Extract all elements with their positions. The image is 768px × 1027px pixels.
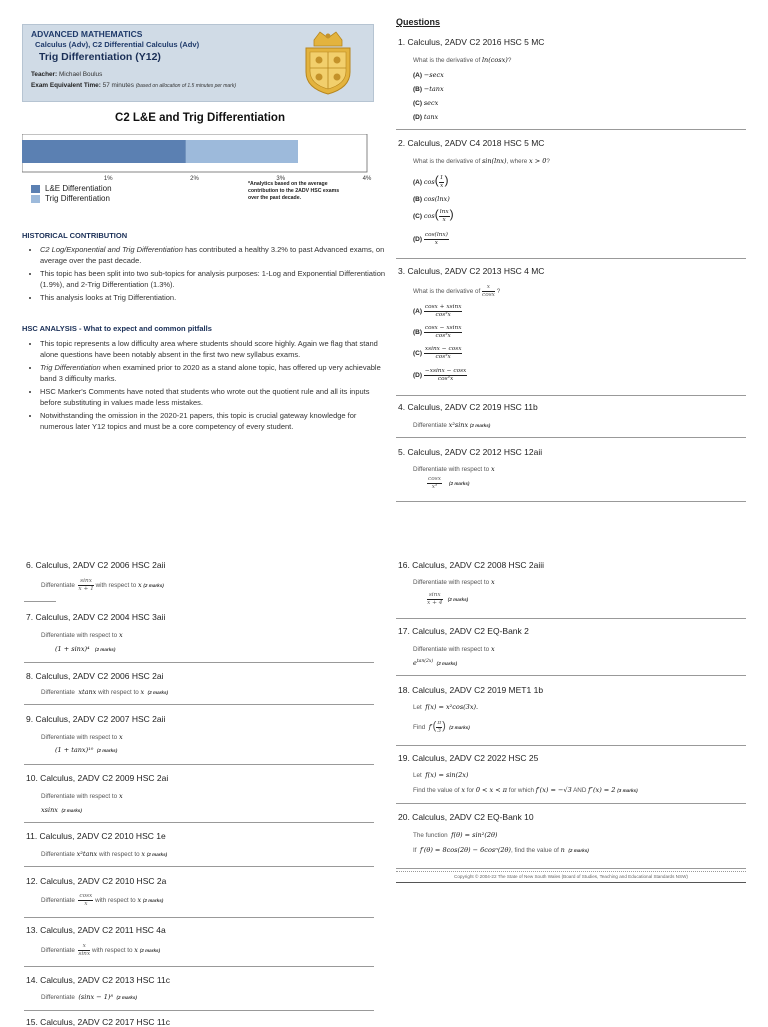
question-10-prompt: Differentiate with respect to x xyxy=(41,792,123,800)
question-9-prompt: Differentiate with respect to x xyxy=(41,733,123,741)
question-2-option-b: (B) cos(lnx) xyxy=(413,195,450,203)
question-17-prompt: Differentiate with respect to x xyxy=(413,645,495,653)
bar-le-differentiation xyxy=(22,140,186,163)
question-5-expression: $\frac{\cos x}{\text{x²}}$ (2 marks) xyxy=(428,476,470,490)
subject-title: ADVANCED MATHEMATICS xyxy=(31,29,143,39)
question-3-option-a: (A) $\frac{\cos x + xsinx}{\text{cos²x}}$ xyxy=(413,304,462,318)
divider xyxy=(396,675,746,676)
divider xyxy=(396,501,746,502)
divider xyxy=(24,822,374,823)
question-6-prompt: Differentiate $\frac{\sin x}{x + 1}$ with respect to x (2 marks) xyxy=(41,578,164,592)
question-19-let: Let f(x) = sin(2x) xyxy=(413,771,469,779)
question-10-heading: 10. Calculus, 2ADV C2 2009 HSC 2ai xyxy=(26,773,169,783)
question-3-heading: 3. Calculus, 2ADV C2 2013 HSC 4 MC xyxy=(398,266,545,276)
teacher-line: Teacher: Michael Boulus xyxy=(31,71,103,78)
question-10-expression: xsinx (2 marks) xyxy=(41,806,82,814)
divider xyxy=(24,1010,374,1011)
list-item: • HSC Marker's Comments have noted that students who wrote out the quotient rule and all its inputs before substituting in values made less mistakes. xyxy=(40,387,390,408)
divider xyxy=(24,764,374,765)
list-item: • This topic has been split into two sub-topics for analysis purposes: 1-Log and Exponential Differentiation (1.9%), and 2-Trig Differentiation (1.3%). xyxy=(40,269,390,290)
question-19-heading: 19. Calculus, 2ADV C2 2022 HSC 25 xyxy=(398,753,539,763)
question-12-heading: 12. Calculus, 2ADV C2 2010 HSC 2a xyxy=(26,876,167,886)
divider xyxy=(24,601,56,602)
question-3-option-c: (C) $\frac{xsinx - \cos x}{\text{cos²x}}$ xyxy=(413,346,462,360)
historical-list xyxy=(22,245,390,307)
course-title: Calculus (Adv), C2 Differential Calculus (Adv) xyxy=(35,40,200,49)
list-item: • This topic represents a low difficulty area where students should score highly. Again we flag that stand alone questions have been notably absent in the first two new syllabus exams. xyxy=(40,339,390,360)
divider xyxy=(396,618,746,619)
divider xyxy=(396,258,746,259)
question-18-find: Find f′( $\frac{\pi}{3}$ ) (2 marks) xyxy=(413,720,470,734)
question-18-heading: 18. Calculus, 2ADV C2 2019 MET1 1b xyxy=(398,685,544,695)
question-14-heading: 14. Calculus, 2ADV C2 2013 HSC 11c xyxy=(26,975,170,985)
question-4-heading: 4. Calculus, 2ADV C2 2019 HSC 11b xyxy=(398,402,538,412)
divider xyxy=(396,437,746,438)
question-17-heading: 17. Calculus, 2ADV C2 EQ-Bank 2 xyxy=(398,626,529,636)
question-17-expression: $e^{tan(2x)}$ (2 marks) xyxy=(413,659,458,668)
question-20-condition: If f′(θ) = 8cos(2θ) − 6cosⁿ(2θ), find the value of n (2 marks) xyxy=(413,846,589,854)
question-9-heading: 9. Calculus, 2ADV C2 2007 HSC 2aii xyxy=(26,714,166,724)
list-item: • C2 Log/Exponential and Trig Differentiation has contributed a healthy 3.2% to past Advanced exams, on average over the past decade. xyxy=(40,245,390,266)
question-3-prompt: What is the derivative of $\frac{x}{\cos x}$ ? xyxy=(413,284,501,298)
question-3-option-b: (B) $\frac{\cos x - xsinx}{\text{cos²x}}$ xyxy=(413,325,462,339)
divider xyxy=(396,129,746,130)
questions-heading: Questions xyxy=(396,17,441,27)
question-2-prompt: What is the derivative of sin(lnx), where x > 0? xyxy=(413,157,550,165)
tick-label: 1% xyxy=(103,176,113,182)
question-7-prompt: Differentiate with respect to x xyxy=(41,631,123,639)
legend-swatch-le xyxy=(31,185,40,193)
question-1-option-c: (C) secx xyxy=(413,99,439,107)
question-12-prompt: Differentiate $\frac{\cos x}{x}$ with respect to x (2 marks) xyxy=(41,893,164,907)
list-item: • This analysis looks at Trig Differentiation. xyxy=(40,293,390,304)
question-3-option-d: (D) $\frac{-xsinx - \cos x}{\text{cos²x}}$ xyxy=(413,368,467,382)
legend-item-le: L&E Differentiation xyxy=(31,184,112,193)
question-8-heading: 8. Calculus, 2ADV C2 2006 HSC 2ai xyxy=(26,671,164,681)
question-1-option-b: (B) −tanx xyxy=(413,85,444,93)
chart-legend xyxy=(31,184,112,203)
question-7-expression: (1 + sinx)⁴ (2 marks) xyxy=(55,645,116,653)
question-7-heading: 7. Calculus, 2ADV C2 2004 HSC 3aii xyxy=(26,612,166,622)
divider xyxy=(24,917,374,918)
divider xyxy=(396,868,746,869)
analysis-heading: HSC ANALYSIS - What to expect and common pitfalls xyxy=(22,324,212,333)
question-1-heading: 1. Calculus, 2ADV C2 2016 HSC 5 MC xyxy=(398,37,545,47)
question-6-heading: 6. Calculus, 2ADV C2 2006 HSC 2aii xyxy=(26,560,166,570)
question-9-expression: (1 + tanx)¹⁰ (2 marks) xyxy=(55,746,118,754)
historical-heading: HISTORICAL CONTRIBUTION xyxy=(22,231,128,240)
question-18-let: Let f(x) = x²cos(3x). xyxy=(413,703,479,711)
question-16-expression: $\frac{\sin x}{x + 4}$ (2 marks) xyxy=(427,592,469,606)
tick-label: 3% xyxy=(276,176,286,182)
question-2-option-d: (D) $\frac{\cos(\ln x)}{x}$ xyxy=(413,232,448,246)
question-1-option-d: (D) tanx xyxy=(413,113,439,121)
divider xyxy=(24,966,374,967)
tick-label: 4% xyxy=(362,176,372,182)
list-item: • Trig Differentiation when examined prior to 2020 as a stand alone topic, has offered up very achievable band 3 difficulty marks. xyxy=(40,363,390,384)
question-16-heading: 16. Calculus, 2ADV C2 2008 HSC 2aiii xyxy=(398,560,544,570)
question-4-prompt: Differentiate x²sinx (2 marks) xyxy=(413,421,491,429)
legend-swatch-trig xyxy=(31,195,40,203)
question-13-prompt: Differentiate $\frac{x}{\sin x}$ with respect to x (2 marks) xyxy=(41,943,161,957)
question-2-heading: 2. Calculus, 2ADV C4 2018 HSC 5 MC xyxy=(398,138,545,148)
question-15-heading: 15. Calculus, 2ADV C2 2017 HSC 11c xyxy=(26,1017,170,1027)
question-2-option-c: (C) cos( $\frac{\ln x}{x}$ ) xyxy=(413,207,454,223)
question-8-prompt: Differentiate xtanx with respect to x (2 marks) xyxy=(41,688,169,696)
copyright-notice: Copyright © 2004-22 The State of New South Wales (Board of Studies, Teaching and Educational Standards NSW) xyxy=(396,871,746,883)
header-banner xyxy=(22,24,374,102)
question-1-option-a: (A) −secx xyxy=(413,71,444,79)
question-5-heading: 5. Calculus, 2ADV C2 2012 HSC 12aii xyxy=(398,447,543,457)
question-11-prompt: Differentiate x²tanx with respect to x (2 marks) xyxy=(41,850,168,858)
topic-title: Trig Differentiation (Y12) xyxy=(39,51,161,63)
question-2-option-a: (A) cos( $\frac{1}{x}$ ) xyxy=(413,173,449,189)
divider xyxy=(24,704,374,705)
divider xyxy=(24,662,374,663)
exam-time-line: Exam Equivalent Time: 57 minutes (based on allocation of 1.5 minutes per mark) xyxy=(31,82,237,89)
question-20-function: The function f(θ) = sin²(2θ) xyxy=(413,831,498,839)
question-13-heading: 13. Calculus, 2ADV C2 2011 HSC 4a xyxy=(26,925,166,935)
crest-icon xyxy=(300,28,356,96)
question-11-heading: 11. Calculus, 2ADV C2 2010 HSC 1e xyxy=(26,831,166,841)
question-1-prompt: What is the derivative of ln(cosx)? xyxy=(413,56,512,64)
question-14-prompt: Differentiate (sinx − 1)⁸ (2 marks) xyxy=(41,993,137,1001)
tick-label: 2% xyxy=(190,176,199,182)
divider xyxy=(396,803,746,804)
divider xyxy=(24,866,374,867)
divider xyxy=(396,395,746,396)
question-5-prompt: Differentiate with respect to x xyxy=(413,465,495,473)
list-item: • Notwithstanding the omission in the 2020-21 papers, this topic is crucial gateway knowledge for numerous later Y12 topics and must be a core competency of every student. xyxy=(40,411,390,432)
legend-item-trig: Trig Differentiation xyxy=(31,194,112,203)
question-20-heading: 20. Calculus, 2ADV C2 EQ-Bank 10 xyxy=(398,812,534,822)
chart-title: C2 L&E and Trig Differentiation xyxy=(115,112,285,124)
divider xyxy=(396,745,746,746)
question-19-find: Find the value of x for 0 < x < π for which f′(x) = −√3 AND f″(x) = 2 (3 marks) xyxy=(413,786,638,794)
analytics-note: *Analytics based on the average contribution to the 2ADV HSC exams over the past decade. xyxy=(248,181,340,201)
bar-trig-differentiation xyxy=(186,140,298,163)
contribution-chart xyxy=(22,134,382,184)
analysis-list xyxy=(22,339,390,435)
question-16-prompt: Differentiate with respect to x xyxy=(413,578,495,586)
